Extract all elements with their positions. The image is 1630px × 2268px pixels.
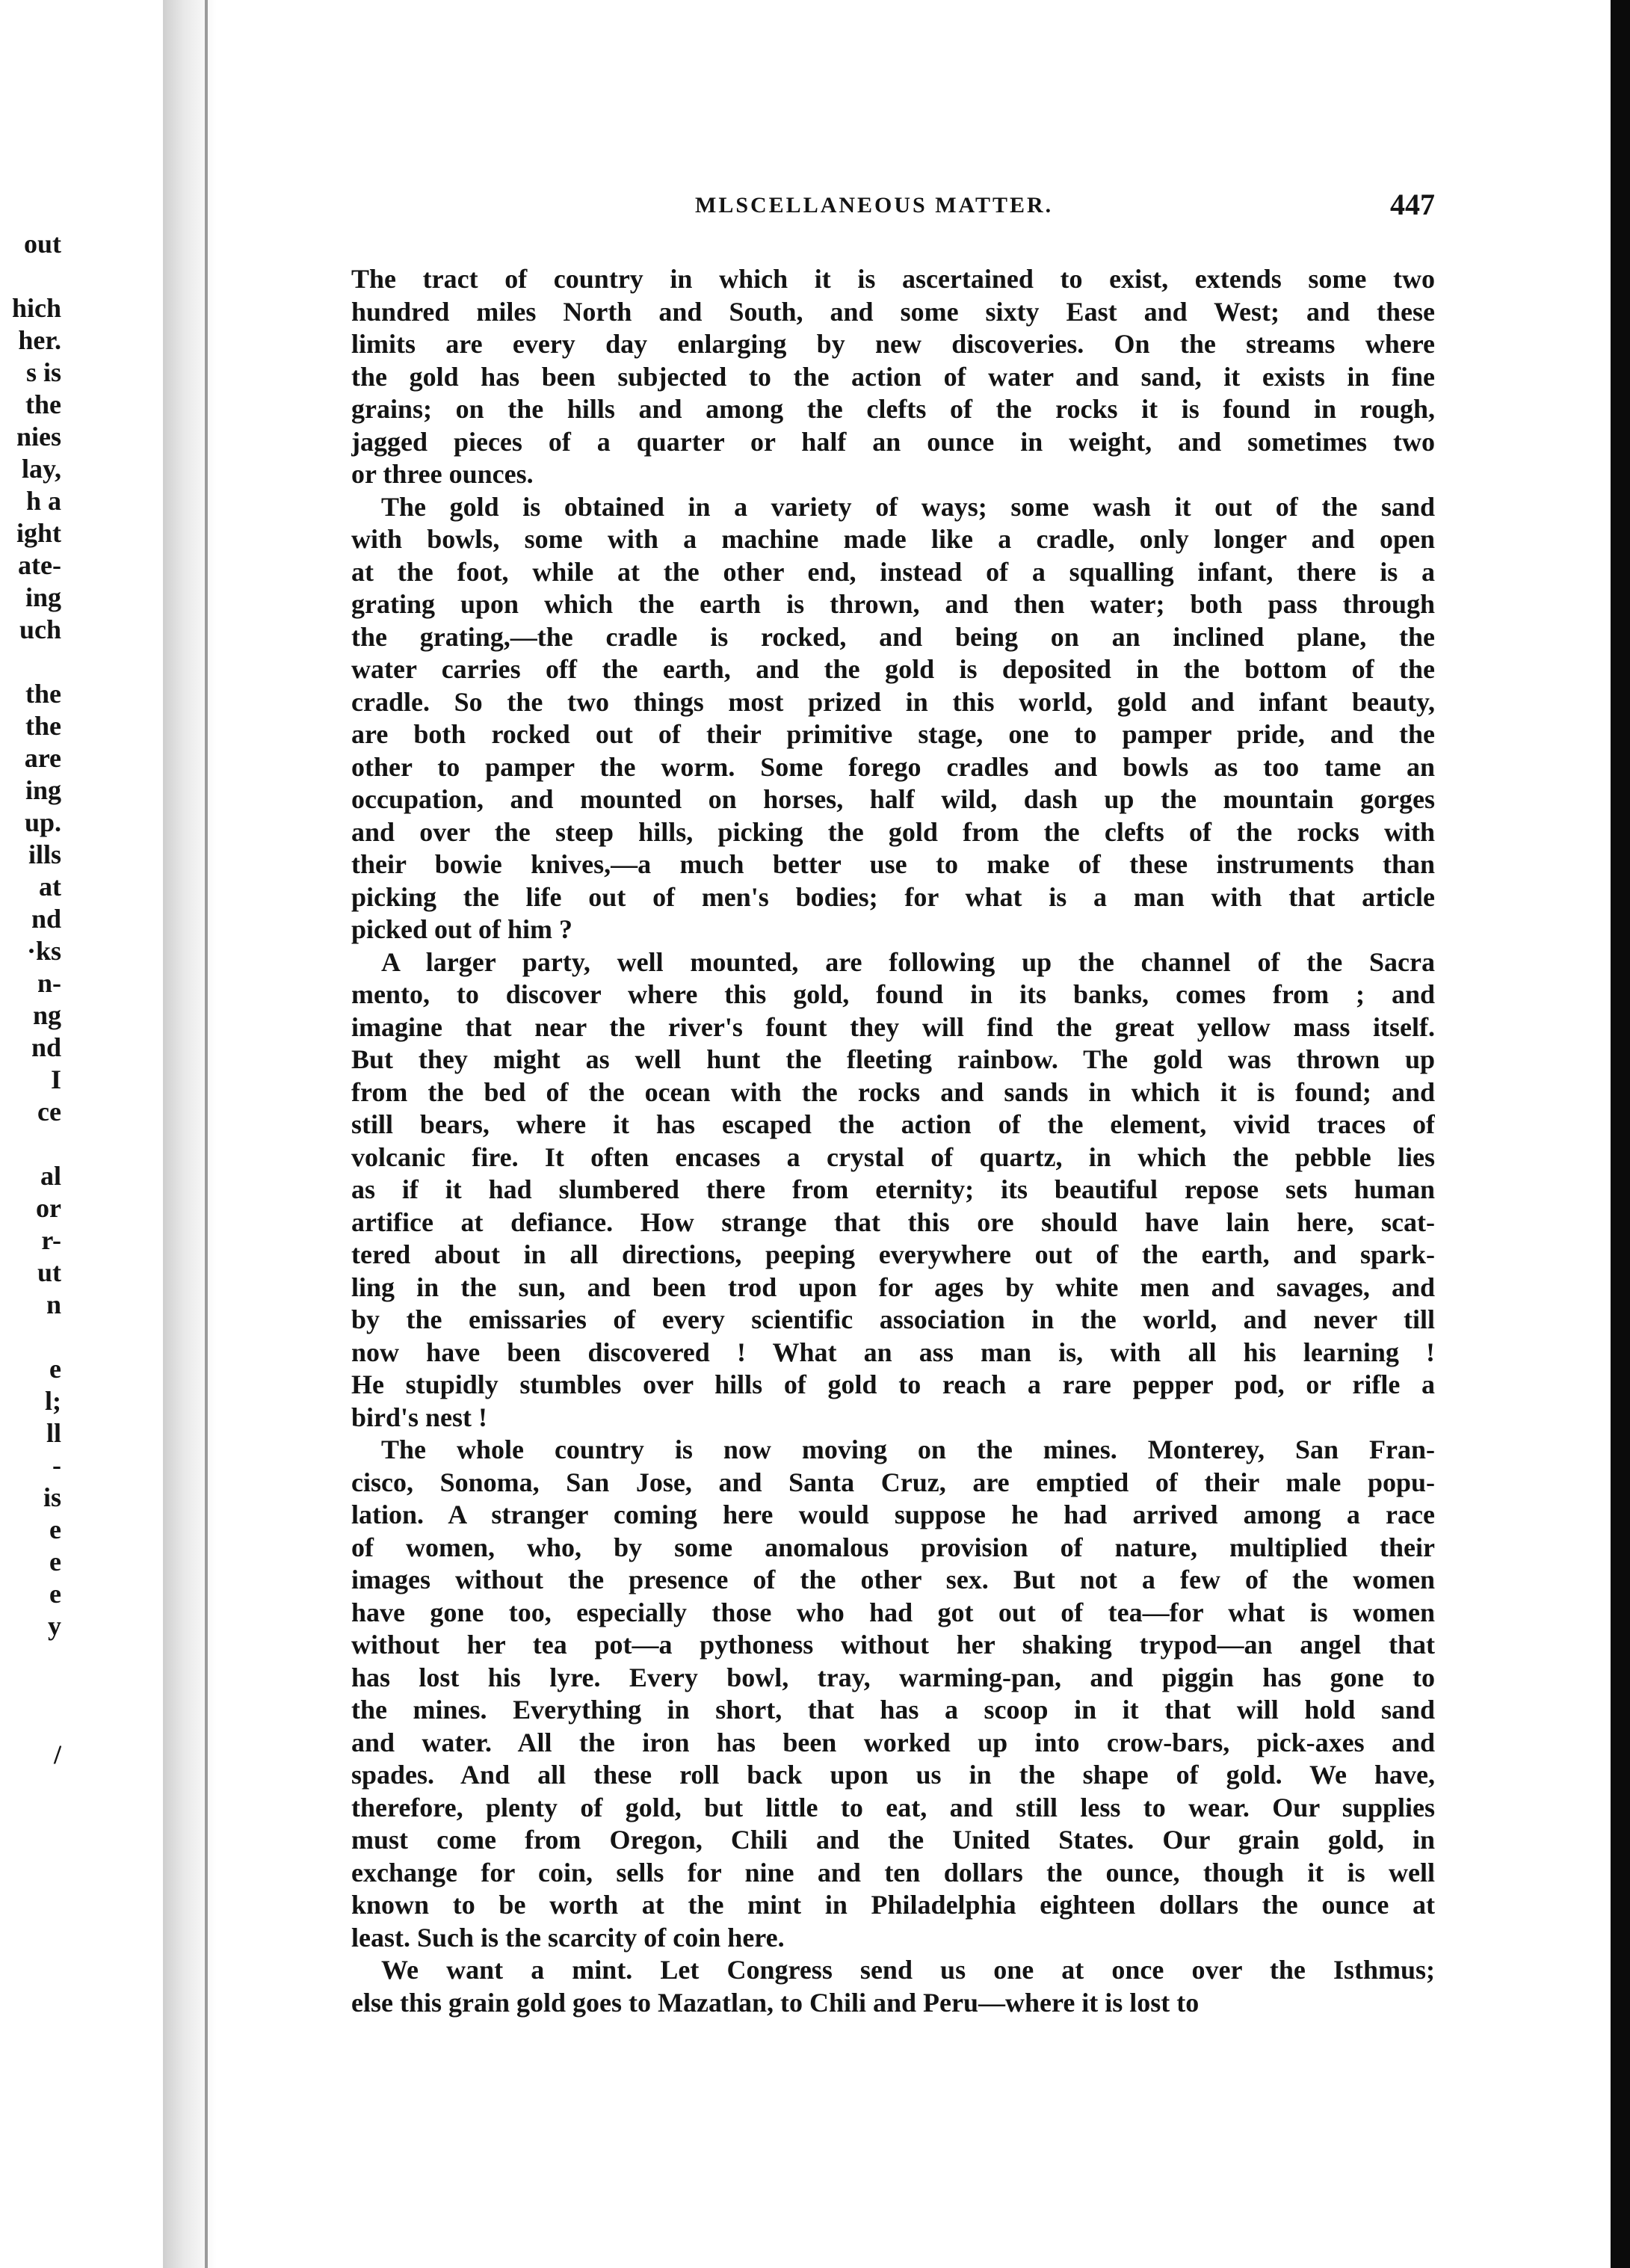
edge-fragment [0, 1771, 61, 1803]
edge-fragment: e [49, 1354, 61, 1384]
edge-fragment: l; [45, 1386, 61, 1416]
text-line: mento, to discover where this gold, found in its banks, comes from ; and [351, 979, 1435, 1009]
edge-fragment: nies [16, 422, 61, 452]
text-line: imagine that near the river's fount they will find the great yellow mass itself. [351, 1011, 1435, 1042]
text-line: has lost his lyre. Every bowl, tray, warming-pan, and piggin has gone to [351, 1662, 1435, 1692]
edge-fragment: I [50, 1064, 61, 1094]
edge-fragment: n- [37, 968, 61, 998]
text-line: picked out of him ? [351, 914, 573, 944]
text-line: ling in the sun, and been trod upon for ages by white men and savages, and [351, 1272, 1435, 1302]
text-line: have gone too, especially those who had got out of tea—for what is women [351, 1597, 1435, 1627]
gutter-shadow [163, 0, 217, 2268]
edge-fragment: hich [11, 293, 61, 323]
text-line: and water. All the iron has been worked up into crow-bars, pick-axes and [351, 1727, 1435, 1757]
edge-fragment: out [23, 229, 61, 259]
edge-fragment: r- [41, 1225, 61, 1255]
text-line: their bowie knives,—a much better use to make of these instruments than [351, 849, 1435, 879]
edge-fragment: y [48, 1611, 61, 1641]
edge-fragment: her. [18, 325, 61, 355]
text-line: occupation, and mounted on horses, half wild, dash up the mountain gorges [351, 784, 1435, 814]
edge-fragment: nd [31, 904, 61, 934]
text-line: bird's nest ! [351, 1402, 488, 1432]
edge-fragment: - [52, 1450, 61, 1480]
edge-fragment: uch [19, 614, 61, 644]
edge-fragment: ll [46, 1418, 61, 1448]
page-header [351, 187, 1435, 232]
edge-fragment: al [40, 1161, 61, 1191]
edge-fragment: at [39, 872, 61, 902]
text-line: at the foot, while at the other end, instead of a squalling infant, there is a [351, 556, 1435, 587]
edge-fragment: or [36, 1193, 61, 1223]
edge-fragment [0, 1803, 61, 1835]
edge-fragment [0, 1867, 61, 1899]
edge-fragment: nd [31, 1032, 61, 1062]
text-line: tered about in all directions, peeping everywhere out of the earth, and spark- [351, 1239, 1435, 1269]
edge-fragment [0, 1321, 61, 1353]
page-body-text [351, 263, 1435, 2019]
text-line: without her tea pot—a pythoness without her shaking trypod—an angel that [351, 1630, 1435, 1660]
edge-fragment: ate- [18, 550, 61, 580]
edge-fragment: ng [32, 1000, 61, 1030]
edge-fragment: the [25, 679, 61, 709]
text-line: and over the steep hills, picking the gold from the clefts of the rocks with [351, 816, 1435, 847]
text-line: known to be worth at the mint in Philadelphia eighteen dollars the ounce at [351, 1890, 1435, 1920]
text-line: exchange for coin, sells for nine and ten dollars the ounce, though it is well [351, 1857, 1435, 1888]
text-line: other to pamper the worm. Some forego cradles and bowls as too tame an [351, 751, 1435, 782]
text-line: A larger party, well mounted, are following up the channel of the Sacra [381, 946, 1435, 977]
edge-fragment [0, 1674, 61, 1707]
text-line: else this grain gold goes to Mazatlan, to Chili and Peru—where it is lost to [351, 1987, 1200, 2018]
edge-fragment [0, 646, 61, 678]
edge-fragment: ut [37, 1257, 61, 1287]
page-number: 447 [1390, 188, 1435, 221]
text-line: of women, who, by some anomalous provision of nature, multiplied their [351, 1532, 1435, 1562]
text-line: grating upon which the earth is thrown, and then water; both pass through [351, 589, 1435, 619]
edge-fragment: ·ks [26, 936, 61, 966]
text-line: are both rocked out of their primitive stage, one to pamper pride, and the [351, 719, 1435, 749]
text-line: with bowls, some with a machine made like a cradle, only longer and open [351, 524, 1435, 554]
edge-fragment: e [49, 1579, 61, 1609]
text-line: water carries off the earth, and the gold is deposited in the bottom of the [351, 654, 1435, 684]
text-line: as if it had slumbered there from eternity; its beautiful repose sets human [351, 1174, 1435, 1204]
edge-fragment [0, 1128, 61, 1160]
text-line: cradle. So the two things most prized in this world, gold and infant beauty, [351, 686, 1435, 717]
scan-edge-bar [1611, 0, 1630, 2268]
edge-fragment: s is [25, 357, 61, 387]
text-line: The whole country is now moving on the mines. Monterey, San Fran- [381, 1435, 1435, 1464]
text-line: But they might as well hunt the fleeting rainbow. The gold was thrown up [351, 1044, 1435, 1074]
text-line: The gold is obtained in a variety of ways; some wash it out of the sand [381, 491, 1435, 522]
text-line: We want a mint. Let Congress send us one at once over the Isthmus; [381, 1955, 1435, 1985]
previous-page-text-edge [0, 228, 61, 1899]
binding-gutter-line [205, 0, 208, 2268]
edge-fragment [0, 1642, 61, 1674]
edge-fragment [0, 1835, 61, 1867]
text-line: grains; on the hills and among the clefts of the rocks it is found in rough, [351, 394, 1435, 424]
running-title: MLSCELLANEOUS MATTER. [695, 193, 1054, 218]
edge-fragment: are [24, 743, 61, 773]
text-line: cisco, Sonoma, San Jose, and Santa Cruz, are emptied of their male popu- [351, 1467, 1435, 1497]
text-line: images without the presence of the other sex. But not a few of the women [351, 1565, 1435, 1594]
edge-fragment: lay, [21, 454, 61, 484]
edge-fragment [0, 260, 61, 292]
text-line: must come from Oregon, Chili and the United States. Our grain gold, in [351, 1825, 1435, 1855]
text-line: still bears, where it has escaped the action of the element, vivid traces of [351, 1109, 1435, 1139]
text-line: jagged pieces of a quarter or half an ounce in weight, and sometimes two [351, 426, 1435, 457]
text-line: least. Such is the scarcity of coin here. [351, 1922, 785, 1953]
edge-fragment: h a [25, 486, 61, 516]
edge-fragment: up. [24, 807, 61, 837]
text-line: spades. And all these roll back upon us in the shape of gold. We have, [351, 1760, 1435, 1790]
edge-fragment: is [43, 1482, 61, 1512]
text-line: volcanic fire. It often encases a crystal of quartz, in which the pebble lies [351, 1141, 1435, 1172]
text-line: or three ounces. [351, 459, 534, 489]
text-line: He stupidly stumbles over hills of gold to reach a rare pepper pod, or rifle a [351, 1369, 1435, 1399]
edge-fragment: / [53, 1739, 61, 1769]
edge-fragment: ce [37, 1097, 61, 1127]
edge-fragment: e [49, 1547, 61, 1577]
edge-fragment: ing [25, 775, 61, 805]
text-line: hundred miles North and South, and some sixty East and West; and these [351, 296, 1435, 327]
text-line: by the emissaries of every scientific association in the world, and never till [351, 1304, 1435, 1334]
text-line: therefore, plenty of gold, but little to eat, and still less to wear. Our supplies [351, 1792, 1435, 1822]
text-line: picking the life out of men's bodies; for what is a man with that article [351, 881, 1435, 912]
text-line: artifice at defiance. How strange that this ore should have lain here, scat- [351, 1207, 1435, 1237]
text-line: lation. A stranger coming here would suppose he had arrived among a race [351, 1500, 1435, 1529]
text-line: The tract of country in which it is ascertained to exist, extends some two [351, 264, 1435, 294]
text-line: now have been discovered ! What an ass man is, with all his learning ! [351, 1337, 1435, 1367]
edge-fragment [0, 1707, 61, 1739]
edge-fragment: n [46, 1289, 61, 1319]
edge-fragment: e [49, 1514, 61, 1544]
text-line: the gold has been subjected to the action of water and sand, it exists in fine [351, 361, 1435, 392]
edge-fragment: the [25, 711, 61, 741]
text-line: the grating,—the cradle is rocked, and being on an inclined plane, the [351, 621, 1435, 652]
text-line: from the bed of the ocean with the rocks and sands in which it is found; and [351, 1076, 1435, 1107]
edge-fragment: ills [28, 839, 61, 869]
text-line: limits are every day enlarging by new discoveries. On the streams where [351, 329, 1435, 359]
edge-fragment: the [25, 389, 61, 419]
text-line: the mines. Everything in short, that has a scoop in it that will hold sand [351, 1695, 1435, 1725]
edge-fragment: ing [25, 582, 61, 612]
edge-fragment: ight [16, 518, 61, 548]
